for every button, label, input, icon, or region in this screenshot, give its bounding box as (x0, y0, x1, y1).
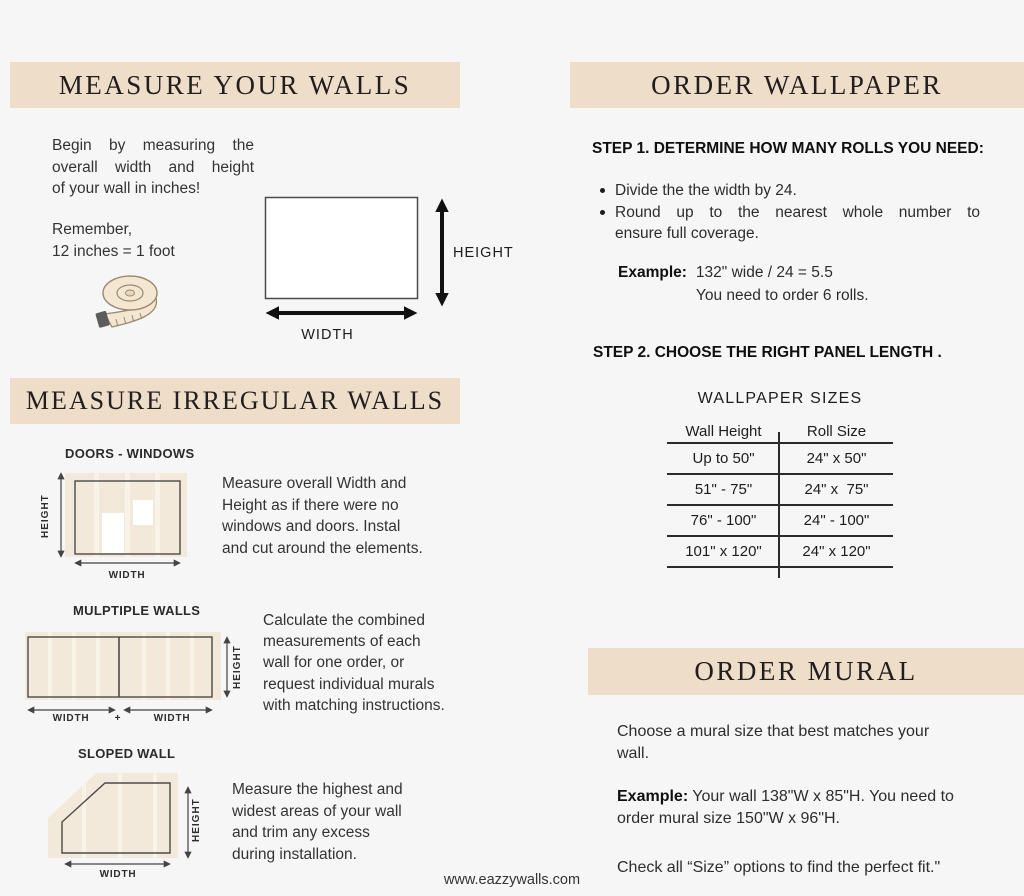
roll-size-cell: 24" - 100" (803, 512, 870, 529)
order-mural-title: ORDER MURAL (694, 656, 918, 686)
measuring-tape-icon (82, 268, 177, 340)
text-line: ensure full coverage. (615, 225, 759, 242)
text-line: overall width and height (52, 158, 254, 176)
doors-windows-heading: DOORS - WINDOWS (65, 446, 195, 461)
window-cutout (133, 500, 153, 525)
text-line: windows and doors. Instal (222, 518, 401, 535)
height-label: HEIGHT (191, 798, 202, 843)
measure-your-walls-title: MEASURE YOUR WALLS (58, 69, 412, 100)
multiple-walls-heading: MULPTIPLE WALLS (73, 603, 201, 618)
text-line: Choose a mural size that best matches your (617, 723, 930, 740)
tape-coil-core (126, 290, 135, 296)
roll-size-cell: 24" x 75" (804, 481, 869, 498)
width-label: WIDTH (99, 869, 137, 880)
bullet-item (600, 202, 980, 245)
mural-paragraph (617, 721, 985, 764)
wall-panel-backdrop (48, 773, 178, 858)
text-line: 132" wide / 24 = 5.5 (695, 264, 833, 281)
text-line: Calculate the combined (263, 612, 425, 629)
sloped-wall-diagram (40, 765, 215, 870)
text-line (617, 786, 985, 808)
text-line: and trim any excess (232, 824, 370, 841)
width-label: WIDTH (52, 713, 90, 724)
wallpaper-sizes-table (667, 421, 893, 568)
text-line: Remember, (52, 221, 133, 238)
wall-height-cell: 51" - 75" (694, 481, 753, 498)
wallpaper-sizes-title: WALLPAPER SIZES (697, 390, 863, 407)
table-column-divider (778, 432, 780, 578)
example-text: Your wall 138"W x 85"H. You need to (692, 788, 954, 805)
bullet-icon (600, 210, 605, 215)
text-line: Begin by measuring the (52, 137, 254, 154)
measure-intro-text (52, 135, 254, 200)
door-cutout (102, 513, 124, 553)
text-line: Round up to the nearest whole number to (615, 203, 980, 221)
table-row (667, 444, 893, 475)
bullet-text (615, 202, 980, 245)
wall-height-cell: 76" - 100" (690, 512, 757, 529)
example-value (696, 262, 869, 307)
text-line: wall. (617, 744, 650, 762)
text-line: You need to order 6 rolls. (695, 286, 869, 304)
measure-irregular-walls-band (10, 378, 460, 424)
order-mural-band (588, 648, 1024, 695)
text-line: request individual murals (263, 675, 435, 693)
roll-size-cell: 24" x 120" (802, 543, 871, 560)
step1-heading: STEP 1. DETERMINE HOW MANY ROLLS YOU NEED: (592, 140, 984, 157)
width-label: WIDTH (301, 327, 354, 343)
text-line: Measure the highest and (232, 781, 403, 798)
text-line: order mural size 150"W x 96"H. (617, 809, 840, 827)
measure-irregular-walls-title: MEASURE IRREGULAR WALLS (25, 386, 445, 415)
text-line: 12 inches = 1 foot (52, 243, 175, 260)
remember-note (52, 219, 254, 263)
bullet-icon (600, 188, 605, 193)
mural-size-note: Check all “Size” options to find the perfect fit." (617, 859, 941, 876)
table-row (667, 475, 893, 506)
text-line: Measure overall Width and (222, 475, 407, 492)
table-header-row (667, 421, 893, 444)
width-label: WIDTH (153, 713, 191, 724)
height-label: HEIGHT (232, 645, 243, 690)
text-line: wall for one order, or (263, 654, 405, 672)
multiple-walls-text (263, 610, 493, 716)
bullet-item (600, 180, 980, 202)
order-wallpaper-title: ORDER WALLPAPER (651, 69, 943, 100)
column-wall-height: Wall Height (685, 423, 762, 440)
wall-height-cell: 101" x 120" (685, 543, 762, 560)
measure-your-walls-band (10, 62, 460, 108)
height-label: HEIGHT (40, 494, 51, 538)
text-line: during installation. (232, 845, 357, 863)
column-roll-size: Roll Size (806, 423, 867, 440)
step2-heading: STEP 2. CHOOSE THE RIGHT PANEL LENGTH . (593, 344, 942, 361)
text-line: with matching instructions. (263, 696, 445, 714)
doors-windows-text (222, 473, 462, 559)
multiple-walls-diagram (15, 625, 265, 725)
wall-rectangle (266, 198, 418, 299)
text-line: Height as if there were no (222, 496, 399, 514)
wall-diagram (255, 190, 525, 350)
sloped-wall-text (232, 779, 472, 865)
sloped-wall-heading: SLOPED WALL (78, 746, 176, 761)
roll-size-cell: 24" x 50" (806, 450, 867, 467)
website-url: www.eazzywalls.com (443, 872, 581, 888)
bullet-text: Divide the the width by 24. (615, 182, 797, 199)
text-line: of your wall in inches! (52, 180, 201, 197)
text-line: widest areas of your wall (232, 802, 402, 820)
table-row (667, 537, 893, 568)
mural-example (617, 786, 985, 829)
height-label: HEIGHT (453, 245, 514, 261)
rolls-example (618, 262, 869, 307)
example-label: Example: (618, 264, 687, 281)
example-label: Example: (617, 788, 689, 805)
text-line: measurements of each (263, 633, 421, 651)
text-line: and cut around the elements. (222, 539, 423, 557)
width-label: WIDTH (108, 570, 146, 581)
order-mural-text (617, 721, 985, 879)
order-wallpaper-band (570, 62, 1024, 108)
step1-bullet-list (600, 180, 980, 245)
table-row (667, 506, 893, 537)
wall-height-cell: Up to 50" (692, 450, 755, 467)
doors-windows-diagram (36, 466, 196, 578)
plus-sign: + (114, 713, 122, 724)
